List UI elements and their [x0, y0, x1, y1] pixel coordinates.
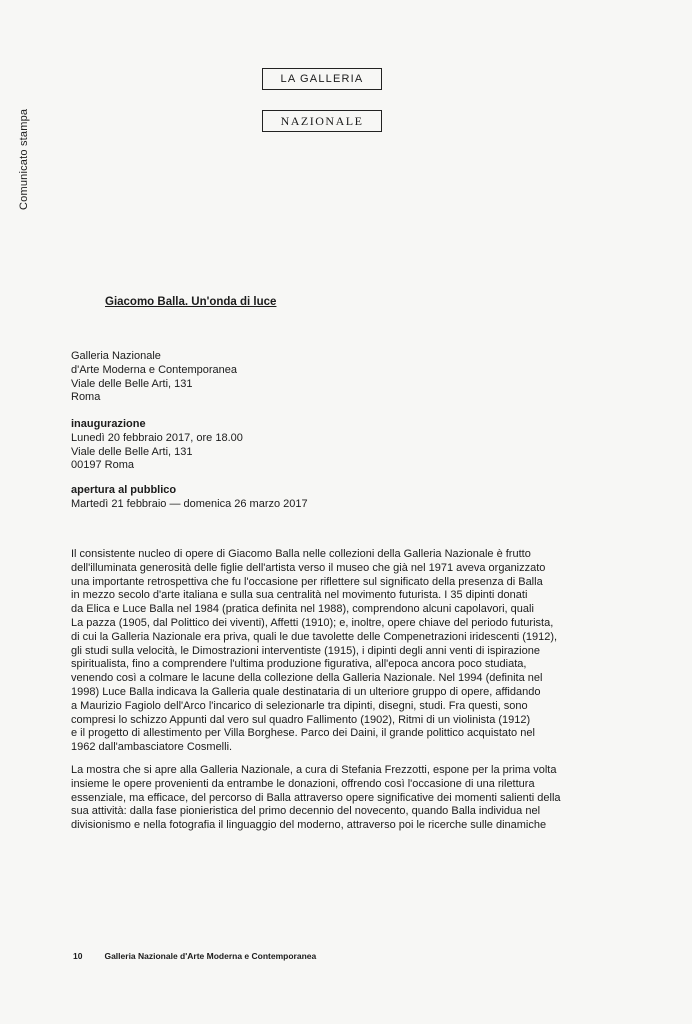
inauguration-line: Viale delle Belle Arti, 131	[71, 445, 193, 458]
venue-block	[71, 350, 237, 405]
body-line: dell'illuminata generosità delle figlie dell'artista verso il museo che già nel 1971 aveva organizzato	[71, 561, 546, 574]
venue-line: Galleria Nazionale	[71, 350, 161, 362]
inauguration-block	[71, 418, 243, 473]
body-line: divisionismo e nella fotografia il linguaggio del moderno, attraverso poi le ricerche sulle dinamiche	[71, 819, 547, 832]
opening-dates: Martedì 21 febbraio — domenica 26 marzo 2017	[71, 497, 308, 510]
side-label: Comunicato stampa	[18, 108, 30, 210]
body-line: sua attività: dalla fase pionieristica del primo decennio del novecento, quando Balla individua nel	[71, 805, 541, 818]
paragraph-2	[71, 764, 631, 833]
logo-line-1: LA GALLERIA	[262, 68, 382, 90]
body-line: a Maurizio Fagiolo dell'Arco l'incarico di selezionarle tra dipinti, disegni, studi. Fra questi, sono	[71, 699, 528, 712]
inauguration-heading: inaugurazione	[71, 418, 146, 430]
venue-line: d'Arte Moderna e Contemporanea	[71, 363, 237, 376]
inauguration-line: Lunedì 20 febbraio 2017, ore 18.00	[71, 431, 243, 444]
paragraph-1	[71, 548, 631, 755]
footer-text: Galleria Nazionale d'Arte Moderna e Contemporanea	[104, 951, 317, 961]
venue-line: Viale delle Belle Arti, 131	[71, 377, 193, 390]
opening-heading: apertura al pubblico	[71, 484, 177, 496]
body-line: gli studi sulla velocità, le Dimostrazioni interventiste (1915), i dipinti degli anni venti di ispirazione	[71, 644, 540, 657]
body-line: compresi lo schizzo Appunti dal vero sul quadro Fallimento (1902), Ritmi di un violinista (1912)	[71, 713, 531, 726]
body-line: una importante retrospettiva che fu l'occasione per riflettere sul significato della presenza di Balla	[71, 575, 543, 588]
body-line: da Elica e Luce Balla nel 1984 (pratica definita nel 1988), comprendono alcuni capolavori, quali	[71, 603, 534, 616]
opening-block	[71, 484, 308, 512]
body-line: La pazza (1905, dal Polittico dei viventi), Affetti (1910); e, inoltre, opere chiave del periodo futurista,	[71, 616, 554, 629]
body-line: essenziale, ma efficace, del percorso di Balla attraverso opere significative dei momenti salienti della	[71, 791, 561, 804]
page-footer	[73, 951, 316, 961]
body-line: La mostra che si apre alla Galleria Nazionale, a cura di Stefania Frezzotti, espone per la prima volta	[71, 764, 557, 776]
logo-line-2: NAZIONALE	[262, 110, 382, 132]
body-line: venendo così a colmare le lacune della collezione della Galleria Nazionale. Nel 1994 (definita nel	[71, 672, 543, 685]
venue-line: Roma	[71, 391, 101, 404]
body-line: spiritualista, fino a comprendere l'ultima produzione figurativa, all'epoca ancora poco studiata,	[71, 658, 527, 671]
body-line: in mezzo secolo d'arte italiana e sulla sua centralità nel movimento futurista. I 35 dipinti donati	[71, 589, 528, 602]
page-title: Giacomo Balla. Un'onda di luce	[105, 296, 277, 308]
body-line: 1998) Luce Balla indicava la Galleria quale destinataria di un ulteriore gruppo di opere, affidando	[71, 685, 541, 698]
page-number: 10	[73, 951, 83, 961]
body-line: di cui la Galleria Nazionale era priva, quali le due tavolette delle Compenetrazioni iridescenti (1912),	[71, 630, 558, 643]
body-line: 1962 dall'ambasciatore Cosmelli.	[71, 741, 233, 754]
body-line: insieme le opere provenienti da entrambe le donazioni, offrendo così l'occasione di una rilettura	[71, 777, 535, 790]
body-line: Il consistente nucleo di opere di Giacomo Balla nelle collezioni della Galleria Nazionale è frutto	[71, 548, 531, 560]
inauguration-line: 00197 Roma	[71, 459, 134, 472]
body-line: e il progetto di allestimento per Villa Borghese. Parco dei Daini, il grande polittico acquistato nel	[71, 727, 535, 740]
